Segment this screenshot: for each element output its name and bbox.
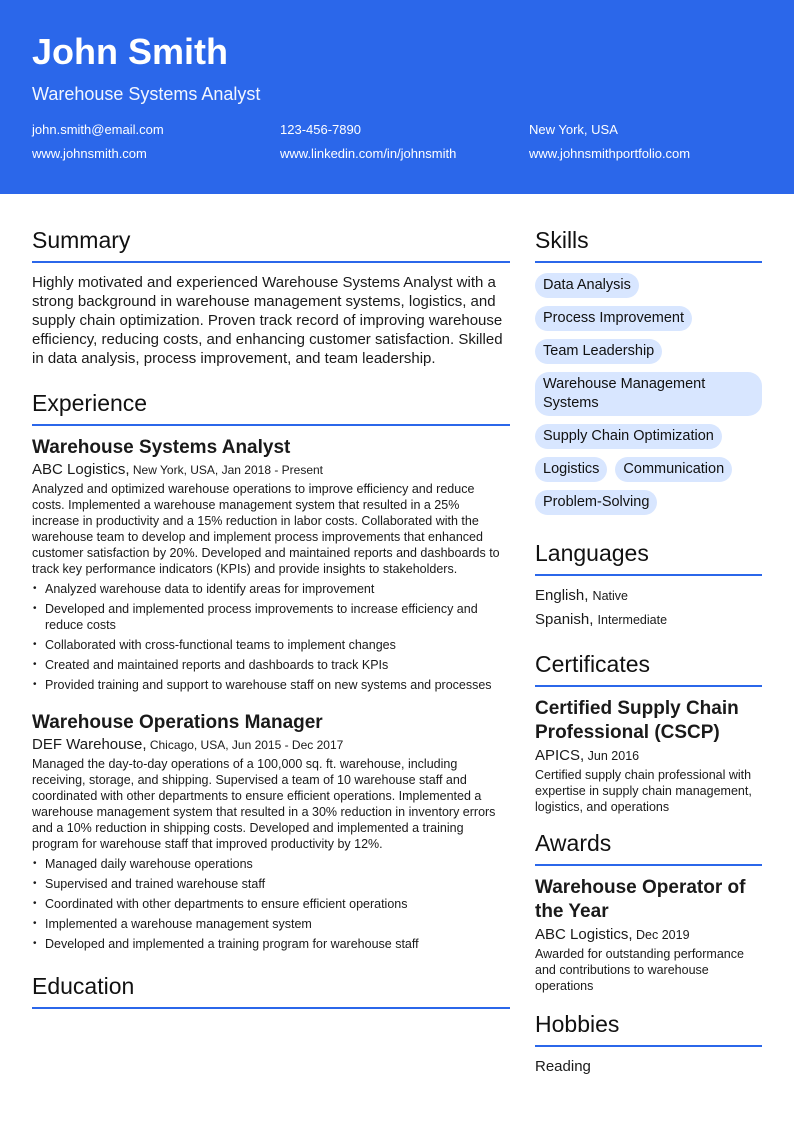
email-link[interactable]: john.smith@email.com — [32, 122, 164, 137]
phone-number: 123-456-7890 — [280, 122, 361, 137]
certificate-meta — [535, 747, 762, 765]
skill-tag: Team Leadership — [535, 339, 662, 364]
skill-tag: Problem-Solving — [535, 490, 657, 515]
job-bullet: • Developed and implemented process improvements to increase efficiency and reduce costs — [32, 601, 510, 633]
certificates-heading: Certificates — [535, 650, 762, 687]
linkedin-link[interactable]: www.linkedin.com/in/johnsmith — [280, 146, 457, 161]
job-location: Chicago, USA, — [149, 738, 229, 752]
portfolio-link[interactable]: www.johnsmithportfolio.com — [529, 146, 691, 161]
skill-tag: Communication — [615, 457, 732, 482]
experience-heading: Experience — [32, 389, 510, 426]
location: New York, USA — [529, 122, 618, 137]
language-item — [535, 586, 762, 606]
job-bullet: • Supervised and trained warehouse staff — [32, 876, 510, 892]
job-title: Warehouse Systems Analyst — [32, 437, 291, 458]
job-dates: Jan 2018 - Present — [221, 463, 324, 477]
job-bullet: • Created and maintained reports and dashboards to track KPIs — [32, 657, 510, 673]
job-title: Warehouse Operations Manager — [32, 712, 323, 733]
language-item — [535, 610, 762, 630]
job-bullet: • Coordinated with other departments to ensure efficient operations — [32, 896, 510, 912]
job-bullet: • Analyzed warehouse data to identify areas for improvement — [32, 581, 510, 597]
language-name: English, — [535, 587, 589, 604]
job-bullet: • Implemented a warehouse management system — [32, 916, 510, 932]
skill-tag: Process Improvement — [535, 306, 692, 331]
candidate-title: Warehouse Systems Analyst — [32, 84, 261, 104]
skill-tag: Supply Chain Optimization — [535, 424, 722, 449]
skill-tag: Warehouse Management Systems — [535, 372, 762, 416]
language-level: Native — [592, 589, 628, 603]
award-org: ABC Logistics, — [535, 926, 633, 943]
job-entry — [32, 436, 510, 693]
main-column — [32, 226, 510, 1019]
job-company: DEF Warehouse, — [32, 736, 147, 753]
skills-heading: Skills — [535, 226, 762, 263]
summary-heading: Summary — [32, 226, 510, 263]
hobbies-heading: Hobbies — [535, 1010, 762, 1047]
job-company: ABC Logistics, — [32, 461, 130, 478]
job-description: Analyzed and optimized warehouse operations to improve efficiency and reduce costs. Implemented a warehouse management system that resulted in a 25% increase in productivity and a 15% reduction in labor costs. Collaborated with the warehouse team to develop and implement process improvements that enhanced customer satisfaction by 20%. Developed and maintained reports and dashboards to track key performance indicators (KPIs) and provide insights to stakeholders. — [32, 482, 500, 576]
job-bullet: • Managed daily warehouse operations — [32, 856, 510, 872]
language-level: Intermediate — [597, 613, 668, 627]
hobby-item: Reading — [535, 1058, 591, 1075]
job-dates: Jun 2015 - Dec 2017 — [231, 738, 344, 752]
sidebar-column — [535, 226, 762, 1076]
skill-tag: Data Analysis — [535, 273, 639, 298]
language-name: Spanish, — [535, 611, 594, 628]
job-bullets — [32, 856, 510, 952]
award-entry — [535, 876, 762, 994]
resume-header — [0, 0, 794, 194]
languages-list — [535, 586, 762, 630]
certificate-title: Certified Supply Chain Professional (CSCP) — [535, 698, 739, 743]
job-bullet: • Provided training and support to warehouse staff on new systems and processes — [32, 677, 510, 693]
skill-tag: Logistics — [535, 457, 607, 482]
education-heading: Education — [32, 972, 510, 1009]
job-entry — [32, 711, 510, 952]
job-bullet: • Collaborated with cross-functional teams to implement changes — [32, 637, 510, 653]
job-bullets — [32, 581, 510, 693]
award-title: Warehouse Operator of the Year — [535, 877, 746, 922]
job-description: Managed the day-to-day operations of a 100,000 sq. ft. warehouse, including receiving, storage, and shipping. Supervised a team of 10 warehouse staff and coordinated with other departments to ensure efficient operations. Implemented a warehouse management system that resulted in a 30% reduction in inventory errors and a 10% reduction in shipping costs. Developed and implemented a training program for warehouse staff that improved productivity by 12%. — [32, 757, 496, 851]
certificate-issuer: APICS, — [535, 747, 585, 764]
award-date: Dec 2019 — [636, 928, 690, 942]
award-meta — [535, 926, 762, 944]
languages-heading: Languages — [535, 539, 762, 576]
candidate-name: John Smith — [32, 31, 228, 72]
certificate-date: Jun 2016 — [587, 749, 640, 763]
job-bullet: • Developed and implemented a training program for warehouse staff — [32, 936, 510, 952]
certificate-description: Certified supply chain professional with expertise in supply chain management, logistics, and operations — [535, 768, 752, 814]
award-description: Awarded for outstanding performance and contributions to warehouse operations — [535, 947, 744, 993]
summary-text: Highly motivated and experienced Warehouse Systems Analyst with a strong background in warehouse management systems, logistics, and supply chain optimization. Proven track record of improving warehouse efficiency, reducing costs, and enhancing customer satisfaction. Skilled in data analysis, process improvement, and team leadership. — [32, 274, 503, 367]
website-link[interactable]: www.johnsmith.com — [32, 146, 147, 161]
skills-list — [535, 273, 762, 515]
awards-heading: Awards — [535, 829, 762, 866]
certificate-entry — [535, 697, 762, 815]
job-meta — [32, 461, 510, 479]
job-meta — [32, 736, 510, 754]
job-location: New York, USA, — [132, 463, 219, 477]
